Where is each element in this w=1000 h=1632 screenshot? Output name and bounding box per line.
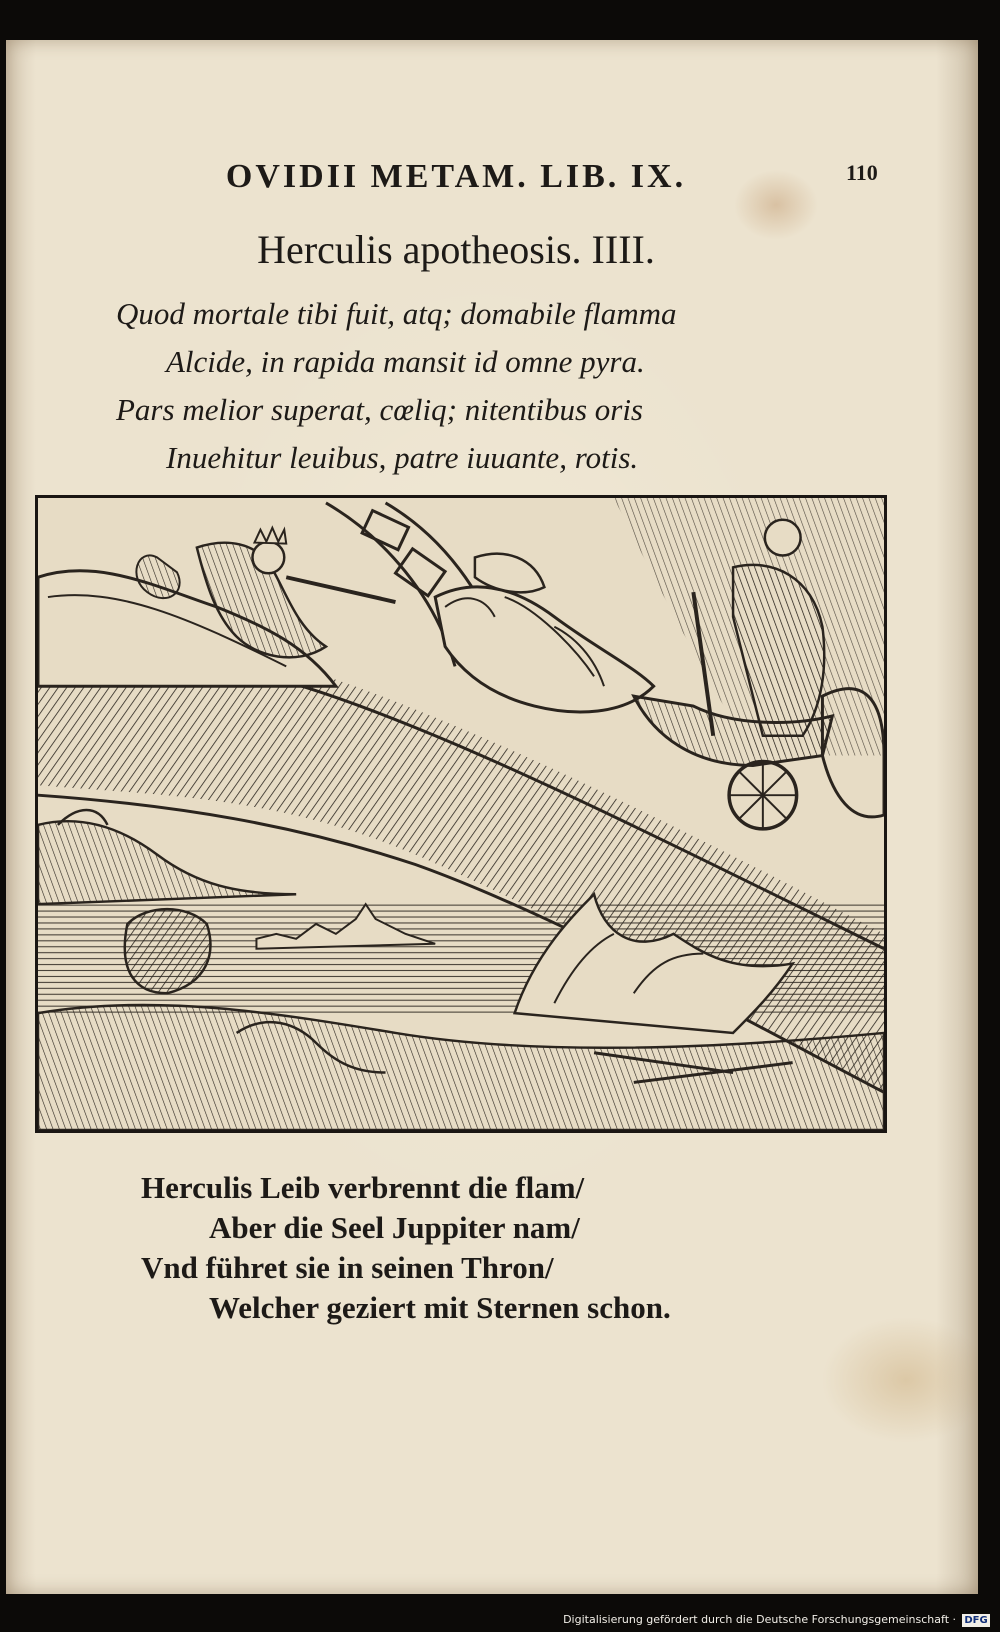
latin-epigram (116, 290, 756, 482)
latin-verse: Alcide, in rapida mansit id omne pyra. (166, 344, 645, 379)
german-verse: Aber die Seel Juppiter nam/ (209, 1210, 580, 1245)
german-verse: Herculis Leib verbrennt die flam/ (141, 1170, 585, 1205)
funding-credit: Digitalisierung gefördert durch die Deutsche Forschungsgemeinschaft · (563, 1613, 956, 1626)
dfg-logo: DFG (962, 1614, 990, 1627)
woodcut-engraving (38, 498, 884, 1130)
latin-verse: Inuehitur leuibus, patre iuuante, rotis. (166, 440, 639, 475)
woodcut-illustration (35, 495, 887, 1133)
folio-number: 110 (846, 160, 878, 185)
book-page (6, 40, 978, 1594)
footer-bar (0, 1594, 1000, 1632)
german-verse: Vnd führet sie in seinen Thron/ (141, 1250, 554, 1285)
running-head: OVIDII METAM. LIB. IX. (225, 158, 687, 195)
section-title: Herculis apotheosis. IIII. (257, 227, 655, 272)
latin-verse: Quod mortale tibi fuit, atq; domabile flamma (116, 296, 677, 331)
german-verse: Welcher geziert mit Sternen schon. (209, 1290, 671, 1325)
latin-verse: Pars melior superat, cœliq; nitentibus oris (116, 392, 643, 427)
german-verses (141, 1168, 761, 1328)
